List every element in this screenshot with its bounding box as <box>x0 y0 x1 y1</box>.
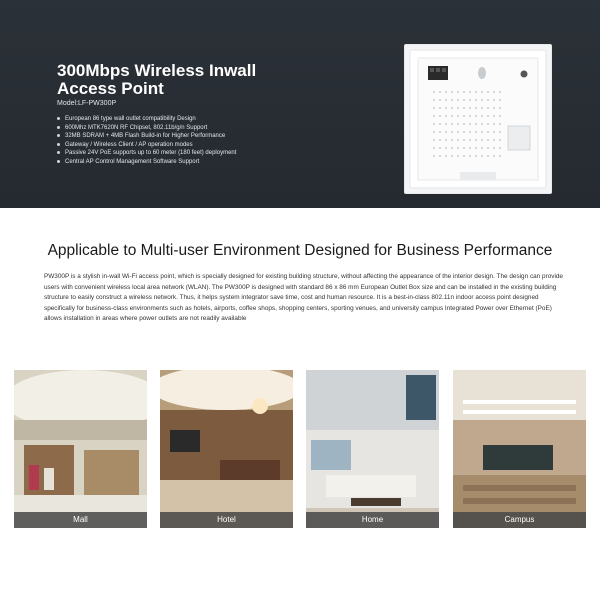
bullet-icon <box>57 134 60 137</box>
feature-item <box>57 149 236 158</box>
feature-text: Passive 24V PoE supports up to 60 meter (180 feet) deployment <box>65 150 237 157</box>
feature-text: Gateway / Wireless Client / AP operation modes <box>65 141 193 148</box>
bullet-icon <box>57 117 60 120</box>
scene-hotel <box>160 370 293 528</box>
section-title: Applicable to Multi-user Environment Designed for Business Performance <box>47 242 553 259</box>
mall-image <box>14 370 147 528</box>
feature-text: 32MB SDRAM + 4MB Flash Build-in for Higher Performance <box>65 133 226 140</box>
scene-home <box>306 370 439 528</box>
campus-image <box>453 370 586 528</box>
scene-campus <box>453 370 586 528</box>
wall-access-point-icon <box>404 44 552 194</box>
home-image <box>306 370 439 528</box>
section-description: PW300P is a stylish in-wall Wi-Fi access point, which is specially designed for existing building structure, without affecting the appearance of the interior design. The design can provide users with convenient wireless local area network (WLAN). The PW300P is designed with standard 86 x 86 mm European Outlet Box size and can be installed in the existing building structure to easily construct a wireless network. Thus, it helps system integrator save time, cost and human resource. It is a best-in-class 802.11n indoor access point designed specifically for business-class environments such as hotels, airports, coffee shops, shopping centers, sporting venues, and university campus Integrated Power over Ethernet (PoE) allows installation in areas where power outlets are not readily available <box>44 273 563 322</box>
bullet-icon <box>57 143 60 146</box>
feature-text: 600Mhz MTK7620N RF Chipset, 802.11b/g/n Support <box>65 124 208 131</box>
feature-item <box>57 124 236 133</box>
scene-label: Mall <box>14 512 147 528</box>
scene-mall <box>14 370 147 528</box>
feature-text: European 86 type wall outlet compatibility Design <box>65 116 196 122</box>
feature-item <box>57 115 236 124</box>
product-title <box>57 62 297 98</box>
product-model: Model:LF-PW300P <box>57 100 117 107</box>
feature-item <box>57 132 236 141</box>
feature-item <box>57 141 236 150</box>
bullet-icon <box>57 126 60 129</box>
hero-banner <box>0 0 600 208</box>
product-title-line1: 300Mbps Wireless Inwall <box>57 61 257 80</box>
hotel-image <box>160 370 293 528</box>
feature-list <box>57 115 236 167</box>
bullet-icon <box>57 160 60 163</box>
scene-label: Hotel <box>160 512 293 528</box>
feature-text: Central AP Control Management Software Support <box>65 158 200 165</box>
feature-item <box>57 158 236 167</box>
product-title-line2: Access Point <box>57 79 164 98</box>
scene-label: Campus <box>453 512 586 528</box>
bullet-icon <box>57 151 60 154</box>
scene-label: Home <box>306 512 439 528</box>
